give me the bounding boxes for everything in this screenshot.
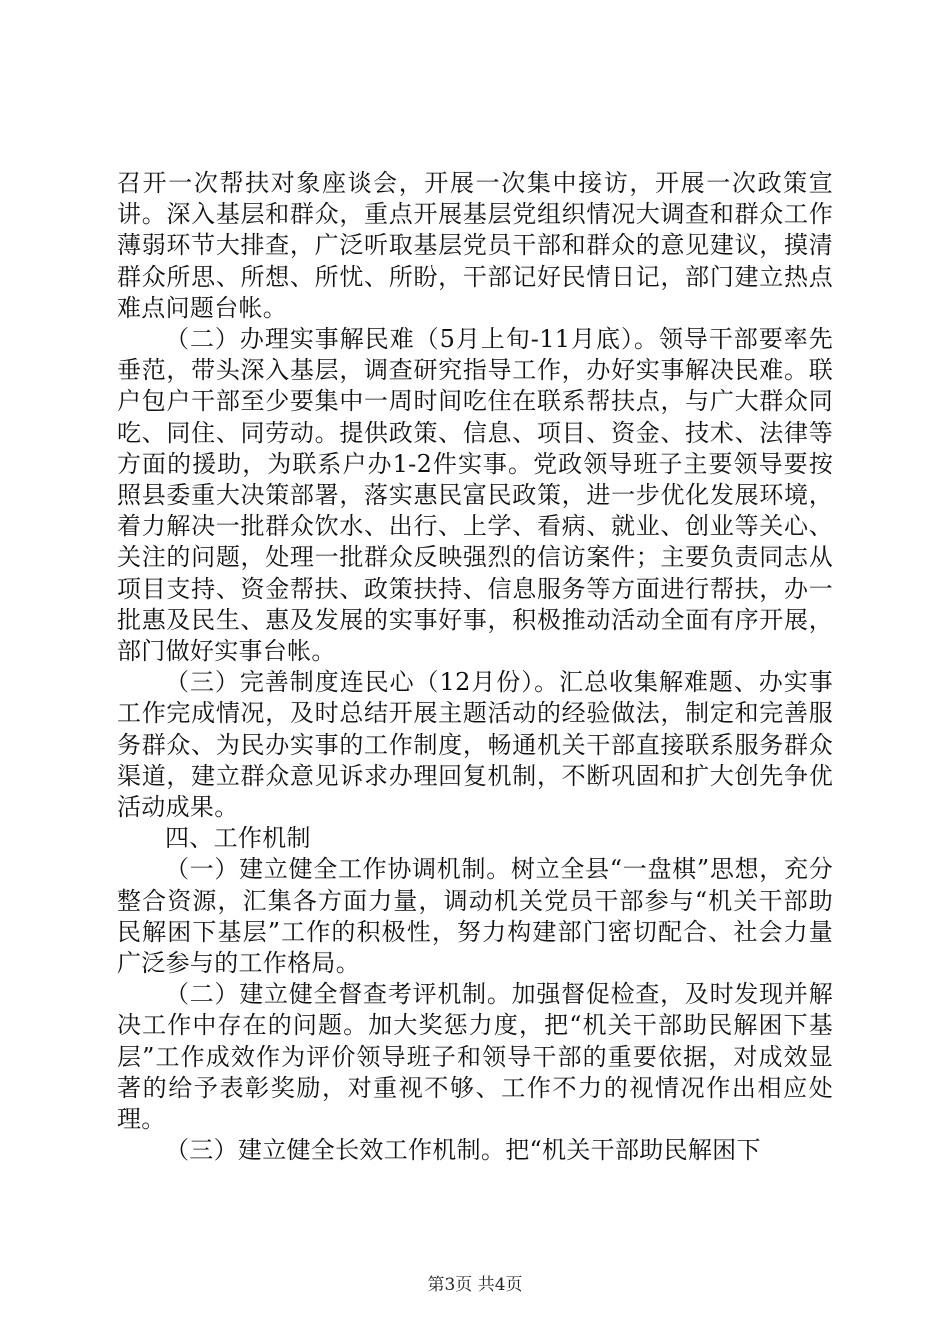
paragraph-2: （二）办理实事解民难（5月上旬-11月底）。领导干部要率先垂范，带头深入基层，调查研究指导工作，办好实事解决民难。联户包户干部至少要集中一周时间吃住在联系帮扶点，与广大群众同吃、同住、同劳动。提供政策、信息、项目、资金、技术、法律等方面的援助，为联系户办1-2件实事。党政领导班子主要领导要按照县委重大决策部署，落实惠民富民政策，进一步优化发展环境，着力解决一批群众饮水、出行、上学、看病、就业、创业等关心、关注的问题，处理一批群众反映强烈的信访案件；主要负责同志从项目支持、资金帮扶、政策扶持、信息服务等方面进行帮扶，办一批惠及民生、惠及发展的实事好事，积极推动活动全面有序开展，部门做好实事台帐。 [117,325,833,666]
document-body [117,168,833,1167]
paragraph-6: （三）建立健全长效工作机制。把“机关干部助民解困下 [165,1136,761,1165]
page-footer: 第3页 共4页 [427,1275,523,1295]
paragraph-4: （一）建立健全工作协调机制。树立全县“一盘棋”思想，充分整合资源，汇集各方面力量，调动机关党员干部参与“机关干部助民解困下基层”工作的积极性，努力构建部门密切配合、社会力量广泛参与的工作格局。 [117,855,833,978]
section-heading: 四、工作机制 [165,824,311,853]
paragraph-5: （二）建立健全督查考评机制。加强督促检查，及时发现并解决工作中存在的问题。加大奖惩力度，把“机关干部助民解困下基层”工作成效作为评价领导班子和领导干部的重要依据，对成效显著的给予表彰奖励，对重视不够、工作不力的视情况作出相应处理。 [117,980,833,1134]
paragraph-3: （三）完善制度连民心（12月份）。汇总收集解难题、办实事工作完成情况，及时总结开展主题活动的经验做法，制定和完善服务群众、为民办实事的工作制度，畅通机关干部直接联系服务群众渠道，建立群众意见诉求办理回复机制，不断巩固和扩大创先争优活动成果。 [117,668,833,822]
paragraph-1: 召开一次帮扶对象座谈会，开展一次集中接访，开展一次政策宣讲。深入基层和群众，重点开展基层党组织情况大调查和群众工作薄弱环节大排查，广泛听取基层党员干部和群众的意见建议，摸清群众所思、所想、所忧、所盼，干部记好民情日记，部门建立热点难点问题台帐。 [117,169,833,322]
